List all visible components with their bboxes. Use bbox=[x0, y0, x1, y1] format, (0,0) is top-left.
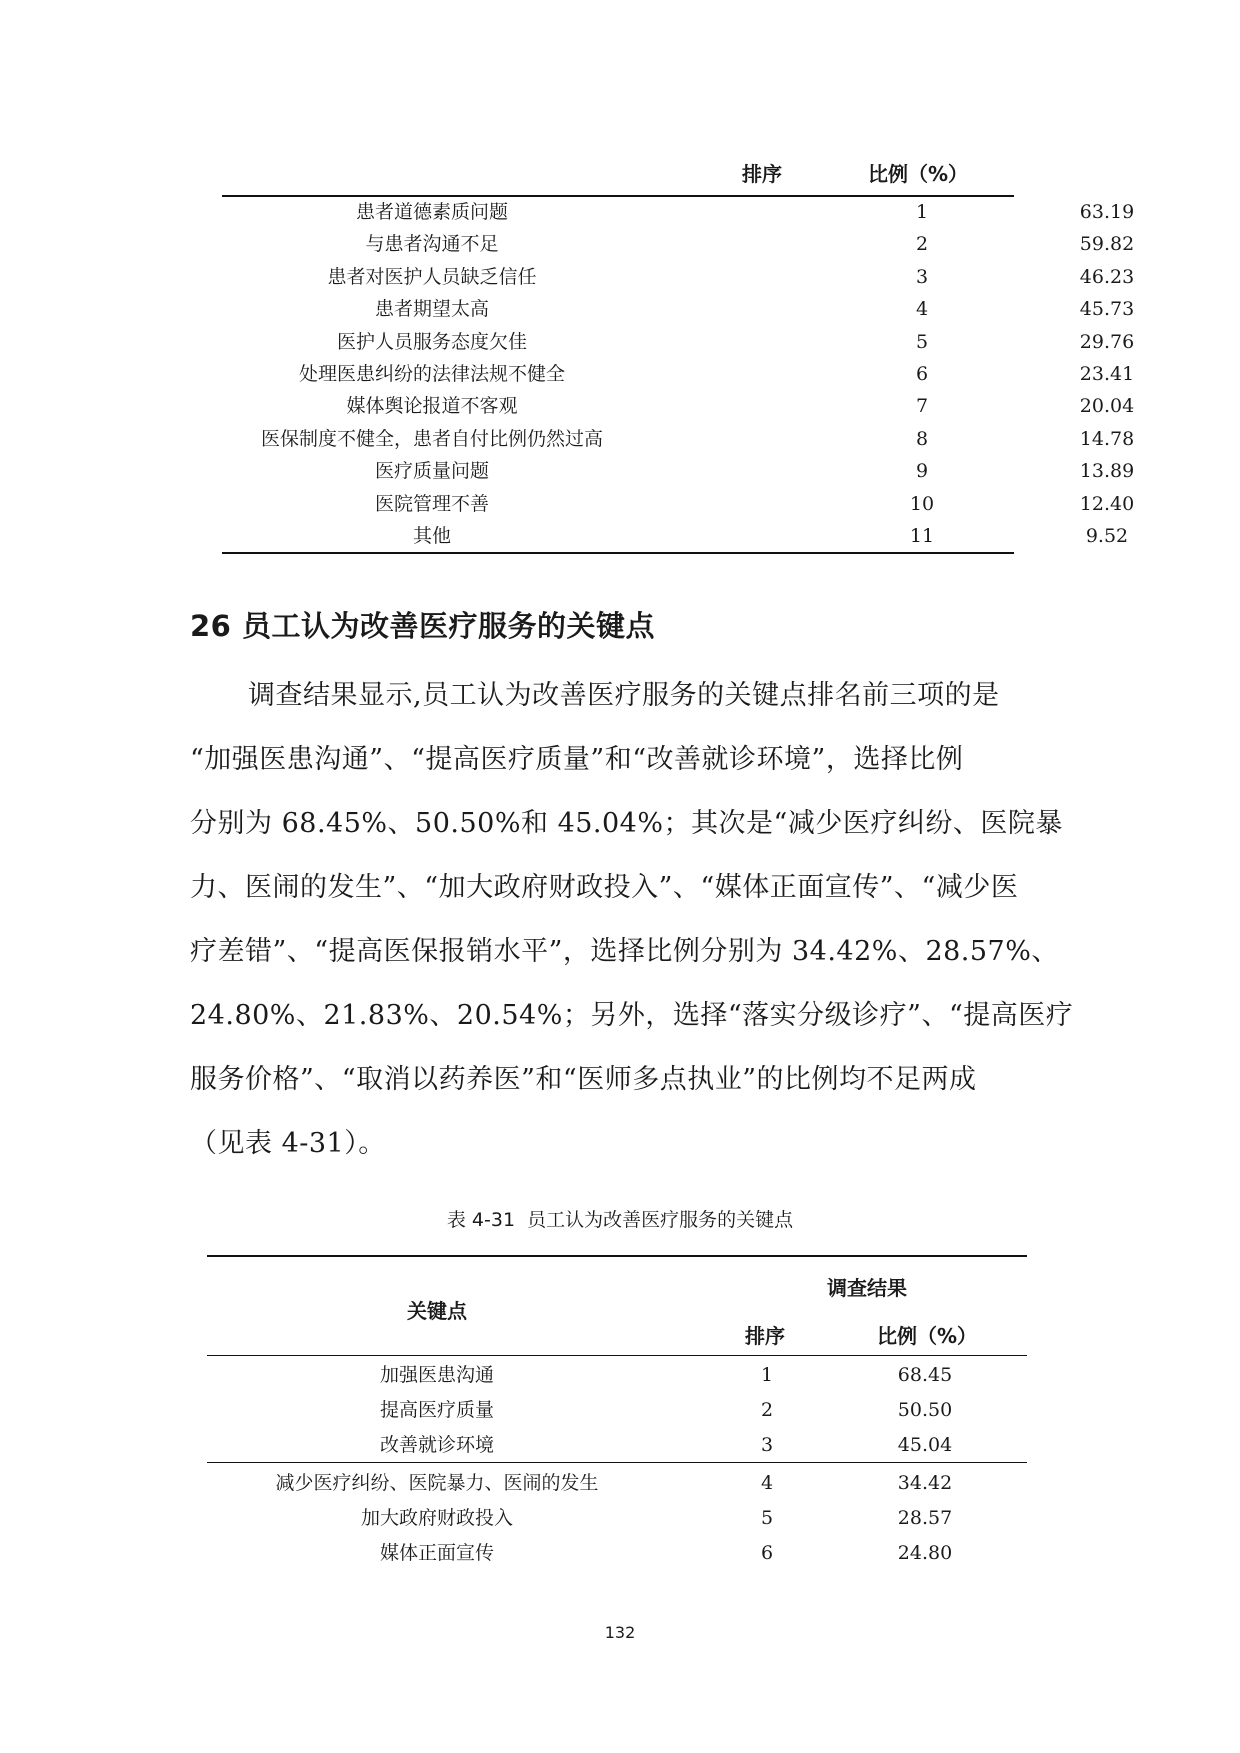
table-row bbox=[222, 488, 1135, 520]
table-row bbox=[222, 326, 1135, 358]
row-label: 加强医患沟通 bbox=[379, 1364, 494, 1386]
row-percent: 14.78 bbox=[1079, 427, 1135, 450]
row-label: 与患者沟通不足 bbox=[365, 233, 499, 256]
row-percent: 45.73 bbox=[1079, 298, 1135, 321]
table-row bbox=[207, 1393, 1027, 1428]
row-percent: 13.89 bbox=[1079, 460, 1135, 483]
row-percent: 45.04 bbox=[897, 1434, 953, 1456]
row-label: 医院管理不善 bbox=[374, 492, 489, 515]
paragraph-line: 24.80%、21.83%、20.54%；另外，选择“落实分级诊疗”、“提高医疗 bbox=[190, 1000, 1074, 1031]
row-label: 减少医疗纠纷、医院暴力、医闹的发生 bbox=[275, 1472, 599, 1494]
row-rank: 7 bbox=[915, 395, 929, 418]
row-label: 媒体舆论报道不客观 bbox=[346, 395, 518, 418]
row-label: 患者对医护人员缺乏信任 bbox=[327, 265, 537, 288]
row-rank: 5 bbox=[760, 1507, 774, 1529]
paragraph-line: 疗差错”、“提高医保报销水平”，选择比例分别为 34.42%、28.57%、 bbox=[190, 936, 1059, 967]
row-rank: 9 bbox=[915, 460, 929, 483]
table2-header-rule bbox=[207, 1355, 1027, 1356]
row-percent: 59.82 bbox=[1079, 233, 1135, 256]
row-percent: 34.42 bbox=[897, 1472, 953, 1494]
paragraph-line: 力、医闹的发生”、“加大政府财政投入”、“媒体正面宣传”、“减少医 bbox=[190, 872, 1019, 903]
table-row bbox=[207, 1466, 1027, 1501]
row-rank: 3 bbox=[760, 1434, 774, 1456]
row-rank: 8 bbox=[915, 427, 929, 450]
table2-header-percent: 比例（%） bbox=[877, 1324, 978, 1348]
paragraph-line: 分别为 68.45%、50.50%和 45.04%；其次是“减少医疗纠纷、医院暴 bbox=[190, 808, 1063, 839]
paragraph-line: “加强医患沟通”、“提高医疗质量”和“改善就诊环境”，选择比例 bbox=[190, 744, 964, 775]
row-rank: 1 bbox=[760, 1364, 774, 1386]
table1-header-rank: 排序 bbox=[742, 162, 782, 186]
row-rank: 10 bbox=[909, 492, 935, 515]
table-row bbox=[222, 390, 1135, 422]
row-rank: 4 bbox=[915, 298, 929, 321]
row-label: 医疗质量问题 bbox=[374, 460, 489, 483]
table-row bbox=[207, 1536, 1027, 1571]
table1-header-percent: 比例（%） bbox=[868, 162, 969, 186]
row-rank: 5 bbox=[915, 330, 929, 353]
table2-caption: 表 4-31 员工认为改善医疗服务的关键点 bbox=[446, 1209, 794, 1231]
row-rank: 6 bbox=[915, 363, 929, 385]
row-label: 医护人员服务态度欠佳 bbox=[336, 330, 527, 353]
table1-bottom-rule bbox=[222, 552, 1014, 554]
row-label: 提高医疗质量 bbox=[379, 1399, 494, 1421]
table-row bbox=[222, 196, 1135, 228]
row-percent: 12.40 bbox=[1079, 492, 1135, 515]
table-row bbox=[207, 1358, 1027, 1393]
row-percent: 9.52 bbox=[1085, 525, 1129, 547]
table-row bbox=[222, 261, 1135, 293]
row-label: 改善就诊环境 bbox=[379, 1434, 494, 1456]
row-rank: 4 bbox=[760, 1472, 774, 1494]
row-label: 加大政府财政投入 bbox=[360, 1507, 513, 1529]
row-rank: 11 bbox=[909, 525, 935, 547]
table-row bbox=[207, 1428, 1027, 1463]
row-label: 处理医患纠纷的法律法规不健全 bbox=[298, 363, 565, 385]
row-percent: 23.41 bbox=[1079, 363, 1135, 385]
section-paragraph bbox=[190, 664, 1074, 1176]
row-percent: 50.50 bbox=[897, 1399, 953, 1421]
row-label: 媒体正面宣传 bbox=[379, 1542, 494, 1564]
table2-header-key-point: 关键点 bbox=[407, 1299, 467, 1323]
table2-header-group: 调查结果 bbox=[827, 1276, 907, 1300]
section-heading: 26 员工认为改善医疗服务的关键点 bbox=[190, 609, 655, 643]
table2-header-rank: 排序 bbox=[745, 1324, 785, 1348]
row-label: 患者期望太高 bbox=[374, 298, 489, 321]
table2-top-rule bbox=[207, 1255, 1027, 1257]
table2-group-divider bbox=[207, 1462, 1027, 1463]
row-rank: 3 bbox=[915, 265, 929, 288]
row-percent: 46.23 bbox=[1079, 265, 1135, 288]
row-label: 其他 bbox=[412, 525, 451, 547]
paragraph-line: 服务价格”、“取消以药养医”和“医师多点执业”的比例均不足两成 bbox=[190, 1064, 977, 1095]
row-rank: 2 bbox=[915, 233, 929, 256]
paragraph-line: （见表 4-31）。 bbox=[190, 1128, 386, 1159]
row-label: 患者道德素质问题 bbox=[355, 201, 508, 223]
row-rank: 6 bbox=[760, 1542, 774, 1564]
page-number: 132 bbox=[604, 1623, 636, 1642]
paragraph-line: 调查结果显示,员工认为改善医疗服务的关键点排名前三项的是 bbox=[248, 680, 1000, 711]
row-rank: 2 bbox=[760, 1399, 774, 1421]
row-percent: 20.04 bbox=[1079, 395, 1135, 418]
table-row bbox=[222, 423, 1135, 455]
table-row bbox=[222, 293, 1135, 325]
row-rank: 1 bbox=[915, 201, 929, 223]
table-row bbox=[222, 455, 1135, 487]
table-row bbox=[222, 520, 1129, 552]
row-percent: 63.19 bbox=[1079, 201, 1135, 223]
table-row bbox=[222, 358, 1135, 390]
table-row bbox=[207, 1501, 1027, 1536]
row-percent: 28.57 bbox=[897, 1507, 953, 1529]
row-percent: 68.45 bbox=[897, 1364, 953, 1386]
row-percent: 29.76 bbox=[1079, 330, 1135, 353]
row-label: 医保制度不健全，患者自付比例仍然过高 bbox=[260, 427, 603, 450]
row-percent: 24.80 bbox=[897, 1542, 953, 1564]
table-row bbox=[222, 228, 1135, 260]
